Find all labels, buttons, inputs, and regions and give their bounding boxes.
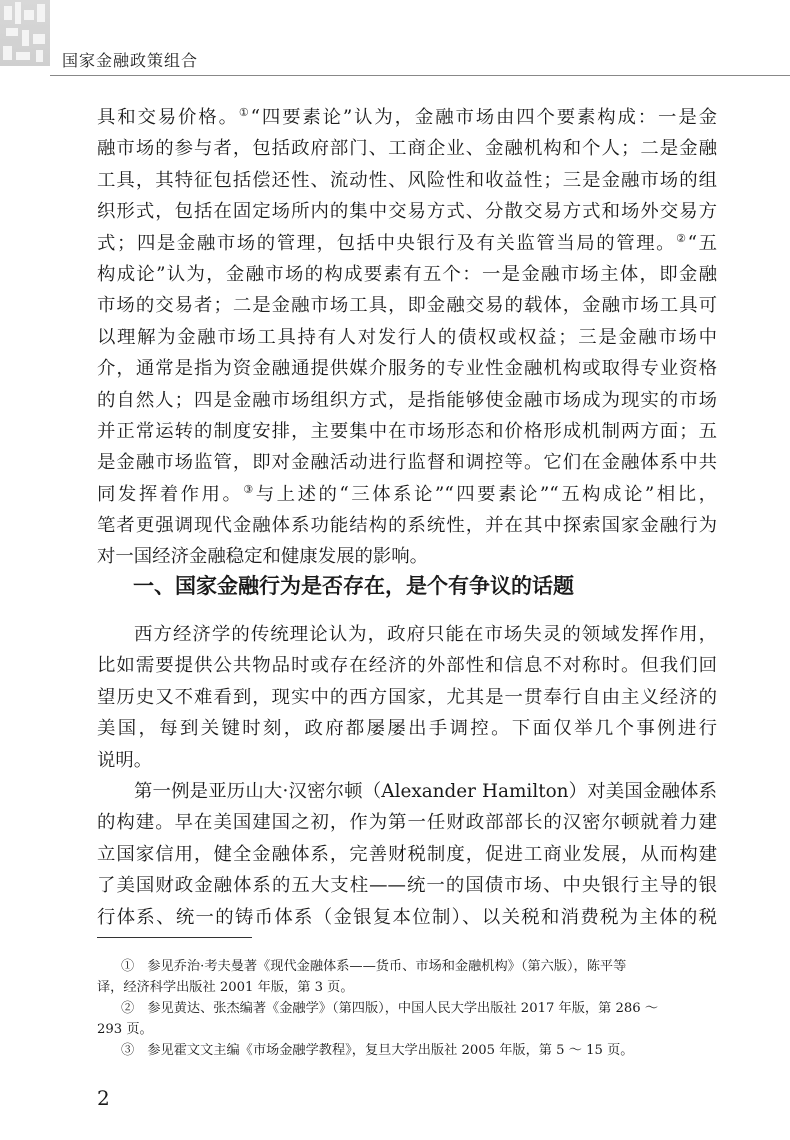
footnote-ref-2: ② — [676, 231, 688, 245]
header-logo — [0, 0, 50, 66]
footnote-ref-1: ① — [238, 106, 251, 119]
text-line: 工具，其特征包括偿还性、流动性、风险性和收益性；三是金融市场的组 — [97, 169, 717, 191]
text-line: 是金融市场监管，即对金融活动进行监督和调控等。它们在金融体系中共 — [97, 452, 717, 474]
footnote-2-cont: 293 页。 — [97, 1022, 153, 1037]
text-line: 立国家信用，健全金融体系，完善财税制度，促进工商业发展，从而构建 — [97, 843, 717, 865]
footnote-3: ③ 参见霍文文主编《市场金融学教程》，复旦大学出版社 2005 年版，第 5 ～ 15 页。 — [121, 1043, 634, 1058]
text-line: 式；四是金融市场的管理，包括中央银行及有关监管当局的管理。②“五 — [97, 231, 717, 254]
text-line: 笔者更强调现代金融体系功能结构的系统性，并在其中探索国家金融行为 — [97, 515, 717, 537]
text-line: 对一国经济金融稳定和健康发展的影响。 — [97, 546, 429, 568]
section-body — [97, 619, 717, 933]
footnote-2: ② 参见黄达、张杰编著《金融学》（第四版），中国人民大学出版社 2017 年版，第 286 ～ — [121, 1001, 659, 1016]
running-header-title: 国家金融政策组合 — [62, 51, 199, 70]
footnote-1-cont: 译，经济科学出版社 2001 年版，第 3 页。 — [97, 980, 354, 995]
text-line: 并正常运转的制度安排，主要集中在市场形态和价格形成机制两方面；五 — [97, 420, 717, 442]
text-line: 介，通常是指为资金融通提供媒介服务的专业性金融机构或取得专业资格 — [97, 358, 717, 380]
text-line: 比如需要提供公共物品时或存在经济的外部性和信息不对称时。但我们回 — [97, 655, 717, 677]
text-line: 同发挥着作用。③与上述的“三体系论”“四要素论”“五构成论”相比， — [97, 482, 717, 505]
text-line: 织形式，包括在固定场所内的集中交易方式、分散交易方式和场外交易方 — [97, 201, 717, 223]
text-line: 市场的交易者；二是金融市场工具，即金融交易的载体，金融市场工具可 — [97, 295, 717, 317]
text-line: 的自然人；四是金融市场组织方式，是指能够使金融市场成为现实的市场 — [97, 389, 717, 411]
section-heading: 一、国家金融行为是否存在，是个有争议的话题 — [133, 574, 574, 598]
text-line: 行体系、统一的铸币体系（金银复本位制）、以关税和消费税为主体的税 — [97, 906, 717, 928]
text-line: 了美国财政金融体系的五大支柱——统一的国债市场、中央银行主导的银 — [97, 875, 717, 897]
text-line: 美国，每到关键时刻，政府都屡屡出手调控。下面仅举几个事例进行 — [97, 718, 717, 740]
text-line: 构成论”认为，金融市场的构成要素有五个：一是金融市场主体，即金融 — [97, 263, 717, 285]
text-line: 以理解为金融市场工具持有人对发行人的债权或权益；三是金融市场中 — [97, 326, 717, 348]
text-line: 具和交易价格。①“四要素论”认为，金融市场由四个要素构成：一是金 — [97, 106, 717, 128]
text-line: 的构建。早在美国建国之初，作为第一任财政部部长的汉密尔顿就着力建 — [97, 812, 717, 834]
paragraph-continuation — [97, 102, 717, 573]
footnote-rule — [97, 937, 252, 938]
page-number: 2 — [97, 1086, 110, 1110]
text-line: 西方经济学的传统理论认为，政府只能在市场失灵的领域发挥作用， — [134, 624, 717, 645]
text-line: 第一例是亚历山大·汉密尔顿（Alexander Hamilton）对美国金融体系 — [134, 780, 717, 802]
footnotes — [97, 956, 722, 1061]
text-line: 说明。 — [97, 749, 153, 771]
header-rule — [50, 75, 790, 76]
footnote-1: ① 参见乔治·考夫曼著《现代金融体系——货币、市场和金融机构》（第六版），陈平等 — [121, 959, 627, 974]
text-line: 融市场的参与者，包括政府部门、工商企业、金融机构和个人；二是金融 — [97, 138, 717, 160]
footnote-ref-3: ③ — [243, 482, 256, 496]
text-line: 望历史又不难看到，现实中的西方国家，尤其是一贯奉行自由主义经济的 — [97, 686, 717, 708]
